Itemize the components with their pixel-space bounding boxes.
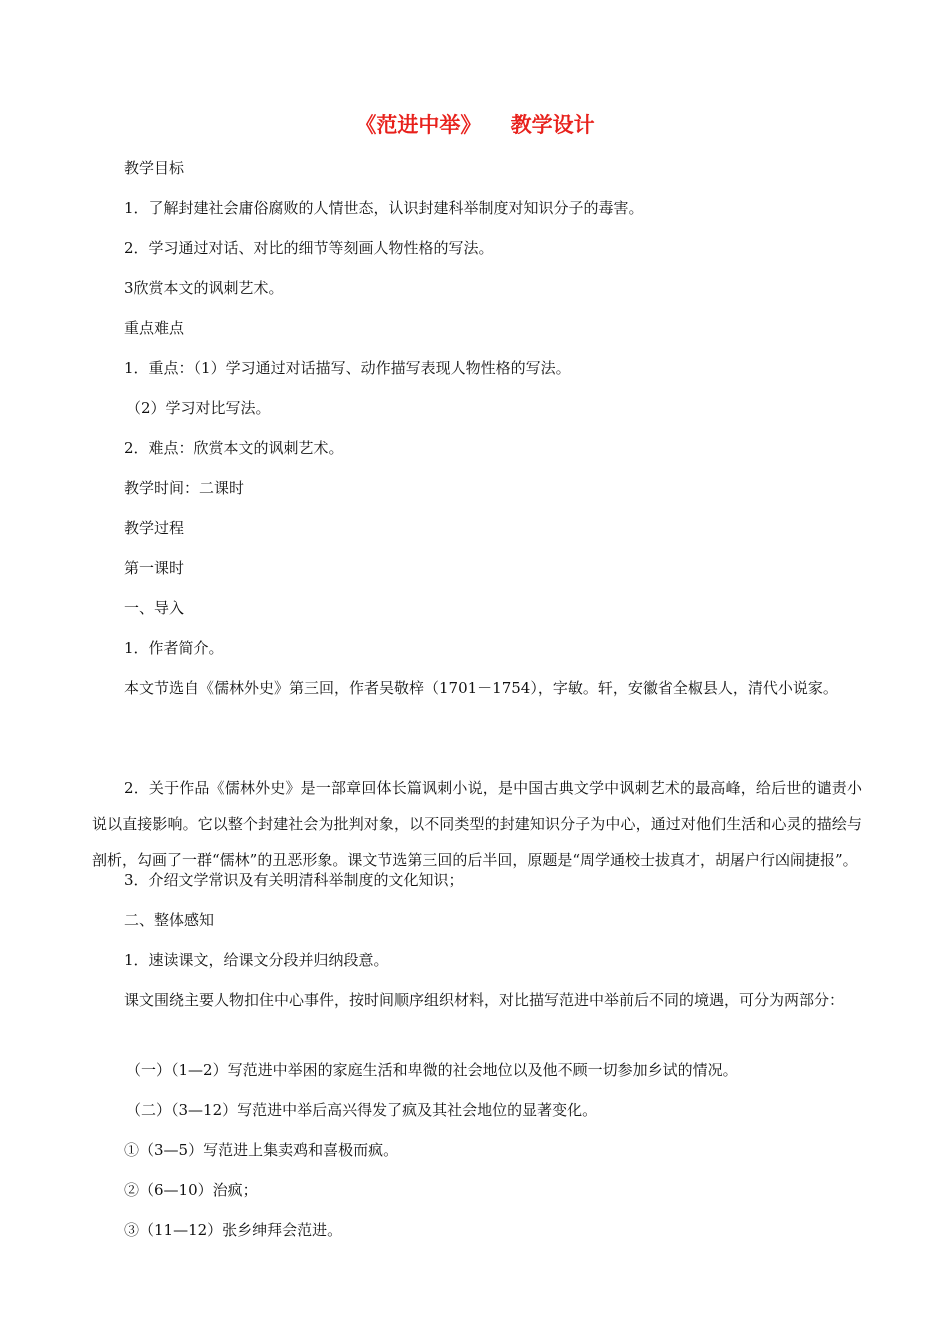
heading-first-lesson: 第一课时	[124, 559, 185, 577]
heading-teaching-goals: 教学目标	[124, 159, 185, 177]
paragraph-author: 本文节选自《儒林外史》第三回，作者吴敬梓（1701－1754），字敏。轩，安徽省全椒县人，清代小说家。	[124, 679, 838, 697]
paragraph-structure: 课文围绕主要人物扣住中心事件，按时间顺序组织材料，对比描写范进中举前后不同的境遇，可分为两部分：	[124, 991, 845, 1009]
part-two-section-1: ①（3—5）写范进上集卖鸡和喜极而疯。	[124, 1141, 399, 1159]
key-point-2: 2．难点：欣赏本文的讽刺艺术。	[124, 439, 344, 457]
section-overall-perception: 二、整体感知	[124, 911, 215, 929]
item-author-intro: 1．作者简介。	[124, 639, 224, 657]
part-one: （一）（1—2）写范进中举困的家庭生活和卑微的社会地位以及他不顾一切参加乡试的情况。	[126, 1061, 738, 1079]
key-point-1: 1．重点：（1）学习通过对话描写、动作描写表现人物性格的写法。	[124, 359, 571, 377]
goal-item-1: 1．了解封建社会庸俗腐败的人情世态，认识封建科举制度对知识分子的毒害。	[124, 199, 644, 217]
goal-item-3: 3欣赏本文的讽刺艺术。	[124, 279, 284, 297]
part-two-section-2: ②（6—10）治疯；	[124, 1181, 258, 1199]
item-speed-reading: 1．速读课文，给课文分段并归纳段意。	[124, 951, 389, 969]
part-two: （二）（3—12）写范进中举后高兴得发了疯及其社会地位的显著变化。	[126, 1101, 598, 1119]
section-introduction: 一、导入	[124, 599, 185, 617]
key-point-1-sub: （2）学习对比写法。	[126, 399, 271, 417]
document-title: 《范进中举》 教学设计	[355, 113, 595, 137]
goal-item-2: 2．学习通过对话、对比的细节等刻画人物性格的写法。	[124, 239, 494, 257]
part-two-section-3: ③（11—12）张乡绅拜会范进。	[124, 1221, 343, 1239]
item-culture-knowledge: 3．介绍文学常识及有关明清科举制度的文化知识；	[124, 871, 464, 889]
teaching-time: 教学时间：二课时	[124, 479, 245, 497]
paragraph-work: 2．关于作品《儒林外史》是一部章回体长篇讽刺小说，是中国古典文学中讽刺艺术的最高峰，给后世的谴责小说以直接影响。它以整个封建社会为批判对象，以不同类型的封建知识分子为中心，通过对他们生活和心灵的描绘与剖析，勾画了一群“儒林”的丑恶形象。课文节选第三回的后半回，原题是“周学通校士拔真才，胡屠户行凶闹捷报”。	[92, 779, 862, 869]
heading-teaching-process: 教学过程	[124, 519, 185, 537]
heading-key-points: 重点难点	[124, 319, 185, 337]
